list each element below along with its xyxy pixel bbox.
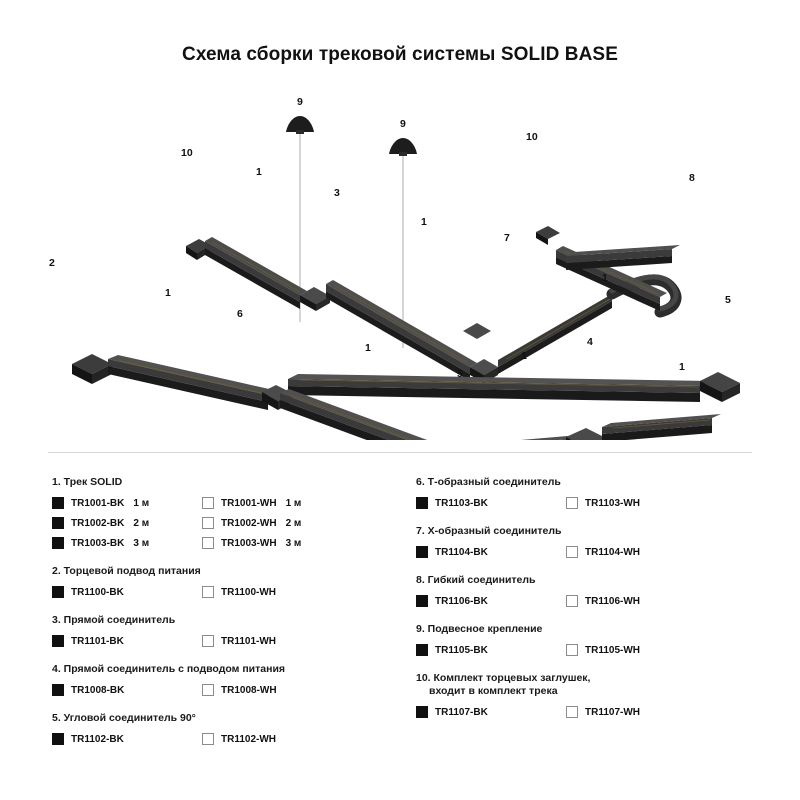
legend-row — [416, 594, 756, 608]
legend-group-10-title-line1: 10. Комплект торцевых заглушек, — [416, 672, 591, 684]
callout-1-c: 1 — [165, 287, 171, 299]
legend-column-right — [416, 476, 756, 725]
color-swatch-white-icon — [202, 497, 214, 509]
page-title: Схема сборки трековой системы SOLID BASE — [182, 44, 618, 65]
sku-code: TR1104-WH — [585, 546, 641, 558]
callout-9-a: 9 — [297, 96, 303, 108]
legend-row — [52, 536, 382, 550]
sku-code: TR1100-WH — [221, 586, 277, 598]
sku-black[interactable] — [52, 497, 202, 509]
connector-straight-power-4 — [566, 428, 606, 440]
color-swatch-black-icon — [52, 517, 64, 529]
track-end-feed-2 — [72, 354, 112, 384]
sku-code: TR1001-BK — [71, 497, 125, 509]
legend-group-4-title: 4. Прямой соединитель с подводом питания — [52, 663, 286, 675]
sku-code: TR1103-BK — [435, 497, 488, 509]
legend-group-4 — [52, 663, 382, 697]
callout-1-d: 1 — [602, 272, 608, 284]
callout-6: 6 — [237, 308, 243, 320]
sku-code: TR1008-WH — [221, 684, 277, 696]
spacer — [416, 565, 756, 574]
sku-white[interactable] — [202, 684, 277, 696]
color-swatch-white-icon — [566, 546, 578, 558]
legend-divider — [48, 452, 752, 453]
spacer — [416, 663, 756, 672]
color-swatch-white-icon — [202, 517, 214, 529]
legend-group-7 — [416, 525, 756, 559]
color-swatch-white-icon — [566, 497, 578, 509]
track-segment-top-right-upper — [566, 245, 680, 270]
track-segment-lower-right-a — [490, 435, 579, 440]
sku-black[interactable] — [52, 586, 202, 598]
track-segment-top-right — [536, 226, 667, 311]
suspension-mount-icon-1 — [286, 116, 314, 134]
legend-row — [416, 643, 756, 657]
sku-black[interactable] — [52, 517, 202, 529]
sku-white[interactable] — [202, 537, 301, 549]
sku-code: TR1101-BK — [71, 635, 124, 647]
track-system-diagram — [0, 80, 800, 440]
sku-code: TR1103-WH — [585, 497, 641, 509]
sku-code: TR1102-BK — [71, 733, 124, 745]
track-segment-upper-right — [498, 290, 619, 374]
legend-group-5 — [52, 712, 382, 746]
callout-labels — [49, 96, 731, 380]
spacer — [52, 703, 382, 712]
legend-row — [52, 585, 382, 599]
legend-row — [52, 683, 382, 697]
legend-group-3-title: 3. Прямой соединитель — [52, 614, 176, 626]
spacer — [416, 614, 756, 623]
callout-3: 3 — [334, 187, 340, 199]
legend-group-1-title: 1. Трек SOLID — [52, 476, 123, 488]
color-swatch-white-icon — [202, 586, 214, 598]
sku-code: TR1101-WH — [221, 635, 277, 647]
legend-group-9 — [416, 623, 756, 657]
legend-column-left — [52, 476, 382, 752]
sku-black[interactable] — [416, 595, 566, 607]
callout-1-f: 1 — [521, 350, 527, 362]
color-swatch-black-icon — [416, 497, 428, 509]
legend-group-6 — [416, 476, 756, 510]
color-swatch-white-icon — [566, 644, 578, 656]
legend-group-9-title: 9. Подвесное крепление — [416, 623, 543, 635]
callout-4: 4 — [587, 336, 593, 348]
sku-white[interactable] — [202, 586, 276, 598]
sku-code: TR1001-WH — [221, 497, 277, 509]
callout-5-b: 5 — [457, 368, 463, 380]
color-swatch-black-icon — [52, 537, 64, 549]
legend-group-6-title: 6. Т-образный соединитель — [416, 476, 561, 488]
sku-code: TR1107-BK — [435, 706, 488, 718]
color-swatch-black-icon — [416, 546, 428, 558]
sku-length: 1 м — [133, 497, 150, 509]
sku-code: TR1106-BK — [435, 595, 488, 607]
sku-black[interactable] — [52, 635, 202, 647]
sku-white[interactable] — [566, 546, 640, 558]
sku-white[interactable] — [566, 595, 640, 607]
sku-code: TR1008-BK — [71, 684, 125, 696]
color-swatch-black-icon — [416, 595, 428, 607]
track-segment-upper-mid — [326, 280, 477, 381]
legend-group-2-title: 2. Торцевой подвод питания — [52, 565, 201, 577]
sku-code: TR1105-WH — [585, 644, 641, 656]
legend-group-10-title-line2: входит в комплект трека — [429, 685, 558, 697]
track-segment-center-main — [288, 374, 710, 402]
callout-9-b: 9 — [400, 118, 406, 130]
sku-length: 1 м — [285, 497, 302, 509]
callout-1-g: 1 — [679, 361, 685, 373]
callout-5-a: 5 — [725, 294, 731, 306]
callout-2: 2 — [49, 257, 55, 269]
track-segment-upper-left — [186, 237, 307, 309]
sku-black[interactable] — [416, 644, 566, 656]
callout-1-b: 1 — [421, 216, 427, 228]
sku-code: TR1100-BK — [71, 586, 124, 598]
legend-row — [52, 634, 382, 648]
sku-code: TR1105-BK — [435, 644, 488, 656]
color-swatch-white-icon — [202, 684, 214, 696]
color-swatch-black-icon — [52, 586, 64, 598]
legend-row — [52, 516, 382, 530]
sku-white[interactable] — [566, 644, 640, 656]
legend-row — [416, 496, 756, 510]
color-swatch-black-icon — [52, 733, 64, 745]
legend — [0, 476, 800, 776]
callout-7: 7 — [504, 232, 510, 244]
sku-black[interactable] — [416, 546, 566, 558]
legend-group-7-title: 7. Х-образный соединитель — [416, 525, 562, 537]
spacer — [52, 556, 382, 565]
color-swatch-white-icon — [566, 595, 578, 607]
legend-row — [416, 545, 756, 559]
sku-length: 3 м — [133, 537, 150, 549]
color-swatch-black-icon — [52, 497, 64, 509]
legend-row — [52, 496, 382, 510]
sku-length: 3 м — [285, 537, 302, 549]
legend-group-3 — [52, 614, 382, 648]
sku-black[interactable] — [52, 733, 202, 745]
sku-code: TR1106-WH — [585, 595, 641, 607]
sku-code: TR1107-WH — [585, 706, 641, 718]
sku-white[interactable] — [566, 497, 640, 509]
sku-code: TR1104-BK — [435, 546, 488, 558]
spacer — [52, 654, 382, 663]
color-swatch-white-icon — [202, 635, 214, 647]
sku-white[interactable] — [202, 733, 276, 745]
legend-group-5-title: 5. Угловой соединитель 90° — [52, 712, 196, 724]
spacer — [416, 516, 756, 525]
sku-length: 2 м — [133, 517, 150, 529]
sku-length: 2 м — [285, 517, 302, 529]
sku-code: TR1002-WH — [221, 517, 277, 529]
sku-white[interactable] — [202, 517, 301, 529]
color-swatch-black-icon — [416, 644, 428, 656]
color-swatch-black-icon — [52, 635, 64, 647]
callout-10-b: 10 — [526, 131, 538, 143]
spacer — [52, 605, 382, 614]
legend-group-8 — [416, 574, 756, 608]
legend-row — [52, 732, 382, 746]
sku-code: TR1102-WH — [221, 733, 277, 745]
color-swatch-black-icon — [52, 684, 64, 696]
sku-black[interactable] — [52, 537, 202, 549]
sku-black[interactable] — [52, 684, 202, 696]
track-segment-lower-right-b — [602, 414, 721, 440]
color-swatch-white-icon — [202, 733, 214, 745]
sku-code: TR1002-BK — [71, 517, 125, 529]
sku-black[interactable] — [416, 497, 566, 509]
legend-group-8-title: 8. Гибкий соединитель — [416, 574, 536, 586]
callout-1-a: 1 — [256, 166, 262, 178]
callout-1-e: 1 — [365, 342, 371, 354]
suspension-mount-icon-2 — [389, 138, 417, 156]
legend-row — [416, 705, 756, 719]
callout-8: 8 — [689, 172, 695, 184]
sku-white[interactable] — [202, 635, 276, 647]
legend-group-10-title — [416, 672, 756, 698]
color-swatch-black-icon — [416, 706, 428, 718]
sku-white[interactable] — [566, 706, 640, 718]
sku-code: TR1003-BK — [71, 537, 125, 549]
color-swatch-white-icon — [566, 706, 578, 718]
color-swatch-white-icon — [202, 537, 214, 549]
connector-corner-right-5 — [700, 372, 740, 402]
sku-code: TR1003-WH — [221, 537, 277, 549]
legend-group-1 — [52, 476, 382, 550]
callout-10-a: 10 — [181, 147, 193, 159]
track-segment-left — [108, 355, 278, 410]
sku-white[interactable] — [202, 497, 301, 509]
sku-black[interactable] — [416, 706, 566, 718]
legend-group-10 — [416, 672, 756, 719]
legend-group-2 — [52, 565, 382, 599]
